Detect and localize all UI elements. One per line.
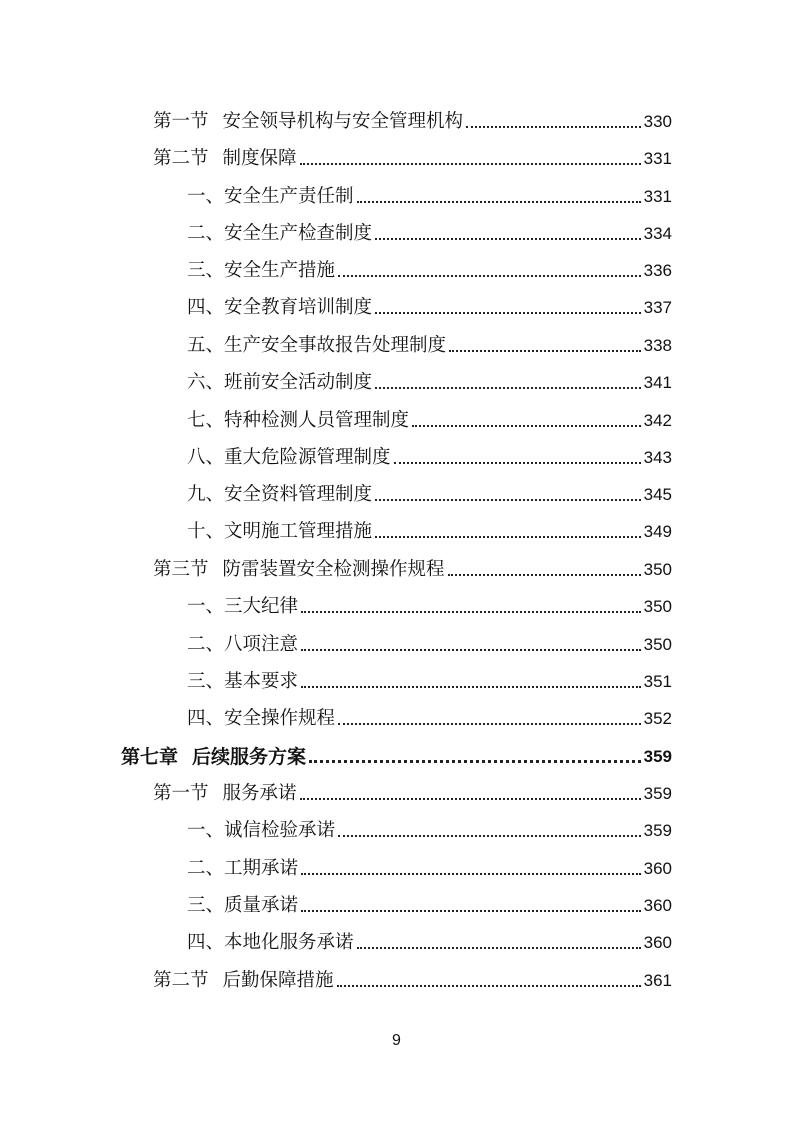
toc-entry-label: 八、重大危险源管理制度 [187,447,391,468]
toc-page-number: 359 [643,821,672,840]
dot-leader [466,126,641,128]
dot-leader [338,275,641,277]
dot-leader [309,760,641,763]
toc-entry[interactable] [187,440,672,470]
toc-entry-label: 三、基本要求 [187,671,299,692]
toc-page-number: 361 [643,971,672,990]
dot-leader [300,798,641,800]
toc-page-number: 336 [643,261,672,280]
toc-entry[interactable] [187,477,672,507]
toc-entry-label: 七、特种检测人员管理制度 [187,410,410,431]
toc-entry-label: 第三节 防雷装置安全检测操作规程 [153,559,445,580]
toc-page-number: 337 [643,298,672,317]
toc-entry-label: 第七章 后续服务方案 [121,746,307,768]
toc-entry[interactable] [187,328,672,358]
toc-page-number: 359 [643,784,672,803]
toc-page-number: 350 [643,635,672,654]
toc-entry-label: 第一节 服务承诺 [153,783,297,804]
toc-entry-label: 二、安全生产检查制度 [187,223,373,244]
toc-page-number: 350 [643,597,672,616]
toc-entry[interactable] [153,963,672,993]
dot-leader [301,873,641,875]
toc-page-number: 351 [643,672,672,691]
dot-leader [300,163,641,165]
toc-entry[interactable] [187,290,672,320]
toc-page-number: 331 [643,149,672,168]
toc-entry[interactable] [153,141,672,171]
dot-leader [375,499,641,501]
toc-entry[interactable] [187,888,672,918]
toc-entry-label: 五、生产安全事故报告处理制度 [187,335,447,356]
toc-entry[interactable] [187,365,672,395]
toc-entry[interactable] [153,776,672,806]
toc-entry[interactable] [187,179,672,209]
dot-leader [412,425,641,427]
toc-entry[interactable] [153,552,672,582]
dot-leader [357,201,641,203]
toc-entry-label: 六、班前安全活动制度 [187,372,373,393]
toc-page-number: 352 [643,709,672,728]
toc-entry-label: 第二节 后勤保障措施 [153,970,334,991]
toc-page-number: 334 [643,224,672,243]
toc-entry-label: 四、安全操作规程 [187,708,336,729]
dot-leader [301,910,641,912]
toc-entry-label: 一、安全生产责任制 [187,186,354,207]
dot-leader [375,312,641,314]
toc-entry[interactable] [187,813,672,843]
toc-entry-label: 一、三大纪律 [187,596,299,617]
toc-entry[interactable] [187,701,672,731]
dot-leader [301,649,641,651]
dot-leader [375,536,641,538]
toc-page-number: 360 [643,896,672,915]
dot-leader [394,462,641,464]
dot-leader [448,574,641,576]
toc-entry-label: 第二节 制度保障 [153,148,297,169]
dot-leader [375,387,641,389]
toc-entry[interactable] [187,403,672,433]
toc-entry[interactable] [187,253,672,283]
page-number: 9 [392,1032,401,1049]
toc-entry[interactable] [187,627,672,657]
toc-page-number: 343 [643,448,672,467]
toc-page-number: 338 [643,336,672,355]
toc-entry[interactable] [187,216,672,246]
toc-entry-label: 九、安全资料管理制度 [187,484,373,505]
toc-page-number: 330 [643,112,672,131]
dot-leader [301,686,641,688]
toc-entry[interactable] [153,104,672,134]
toc-entry[interactable] [187,589,672,619]
dot-leader [337,985,641,987]
toc-entry-label: 一、诚信检验承诺 [187,820,336,841]
toc-entry-label: 三、安全生产措施 [187,260,336,281]
toc-chapter-entry[interactable] [121,739,672,769]
toc-page-number: 345 [643,485,672,504]
toc-entry-label: 四、本地化服务承诺 [187,932,354,953]
dot-leader [338,723,641,725]
toc-page-number: 360 [643,859,672,878]
toc-page-number: 360 [643,933,672,952]
dot-leader [301,611,641,613]
dot-leader [357,947,641,949]
toc-page-number: 359 [643,747,672,766]
toc-entry-label: 二、八项注意 [187,634,299,655]
toc-entry-label: 第一节 安全领导机构与安全管理机构 [153,111,464,132]
toc-page-number: 342 [643,411,672,430]
toc-entry[interactable] [187,851,672,881]
toc-entry-label: 四、安全教育培训制度 [187,297,373,318]
toc-page-number: 350 [643,560,672,579]
toc-entry-label: 二、工期承诺 [187,858,299,879]
toc-entry[interactable] [187,514,672,544]
toc-entry[interactable] [187,925,672,955]
dot-leader [449,350,641,352]
dot-leader [375,238,641,240]
toc-entry[interactable] [187,664,672,694]
toc-entry-label: 三、质量承诺 [187,895,299,916]
toc-page-number: 349 [643,522,672,541]
toc-page-number: 331 [643,187,672,206]
toc-entry-label: 十、文明施工管理措施 [187,521,373,542]
dot-leader [338,835,641,837]
toc-page-number: 341 [643,373,672,392]
